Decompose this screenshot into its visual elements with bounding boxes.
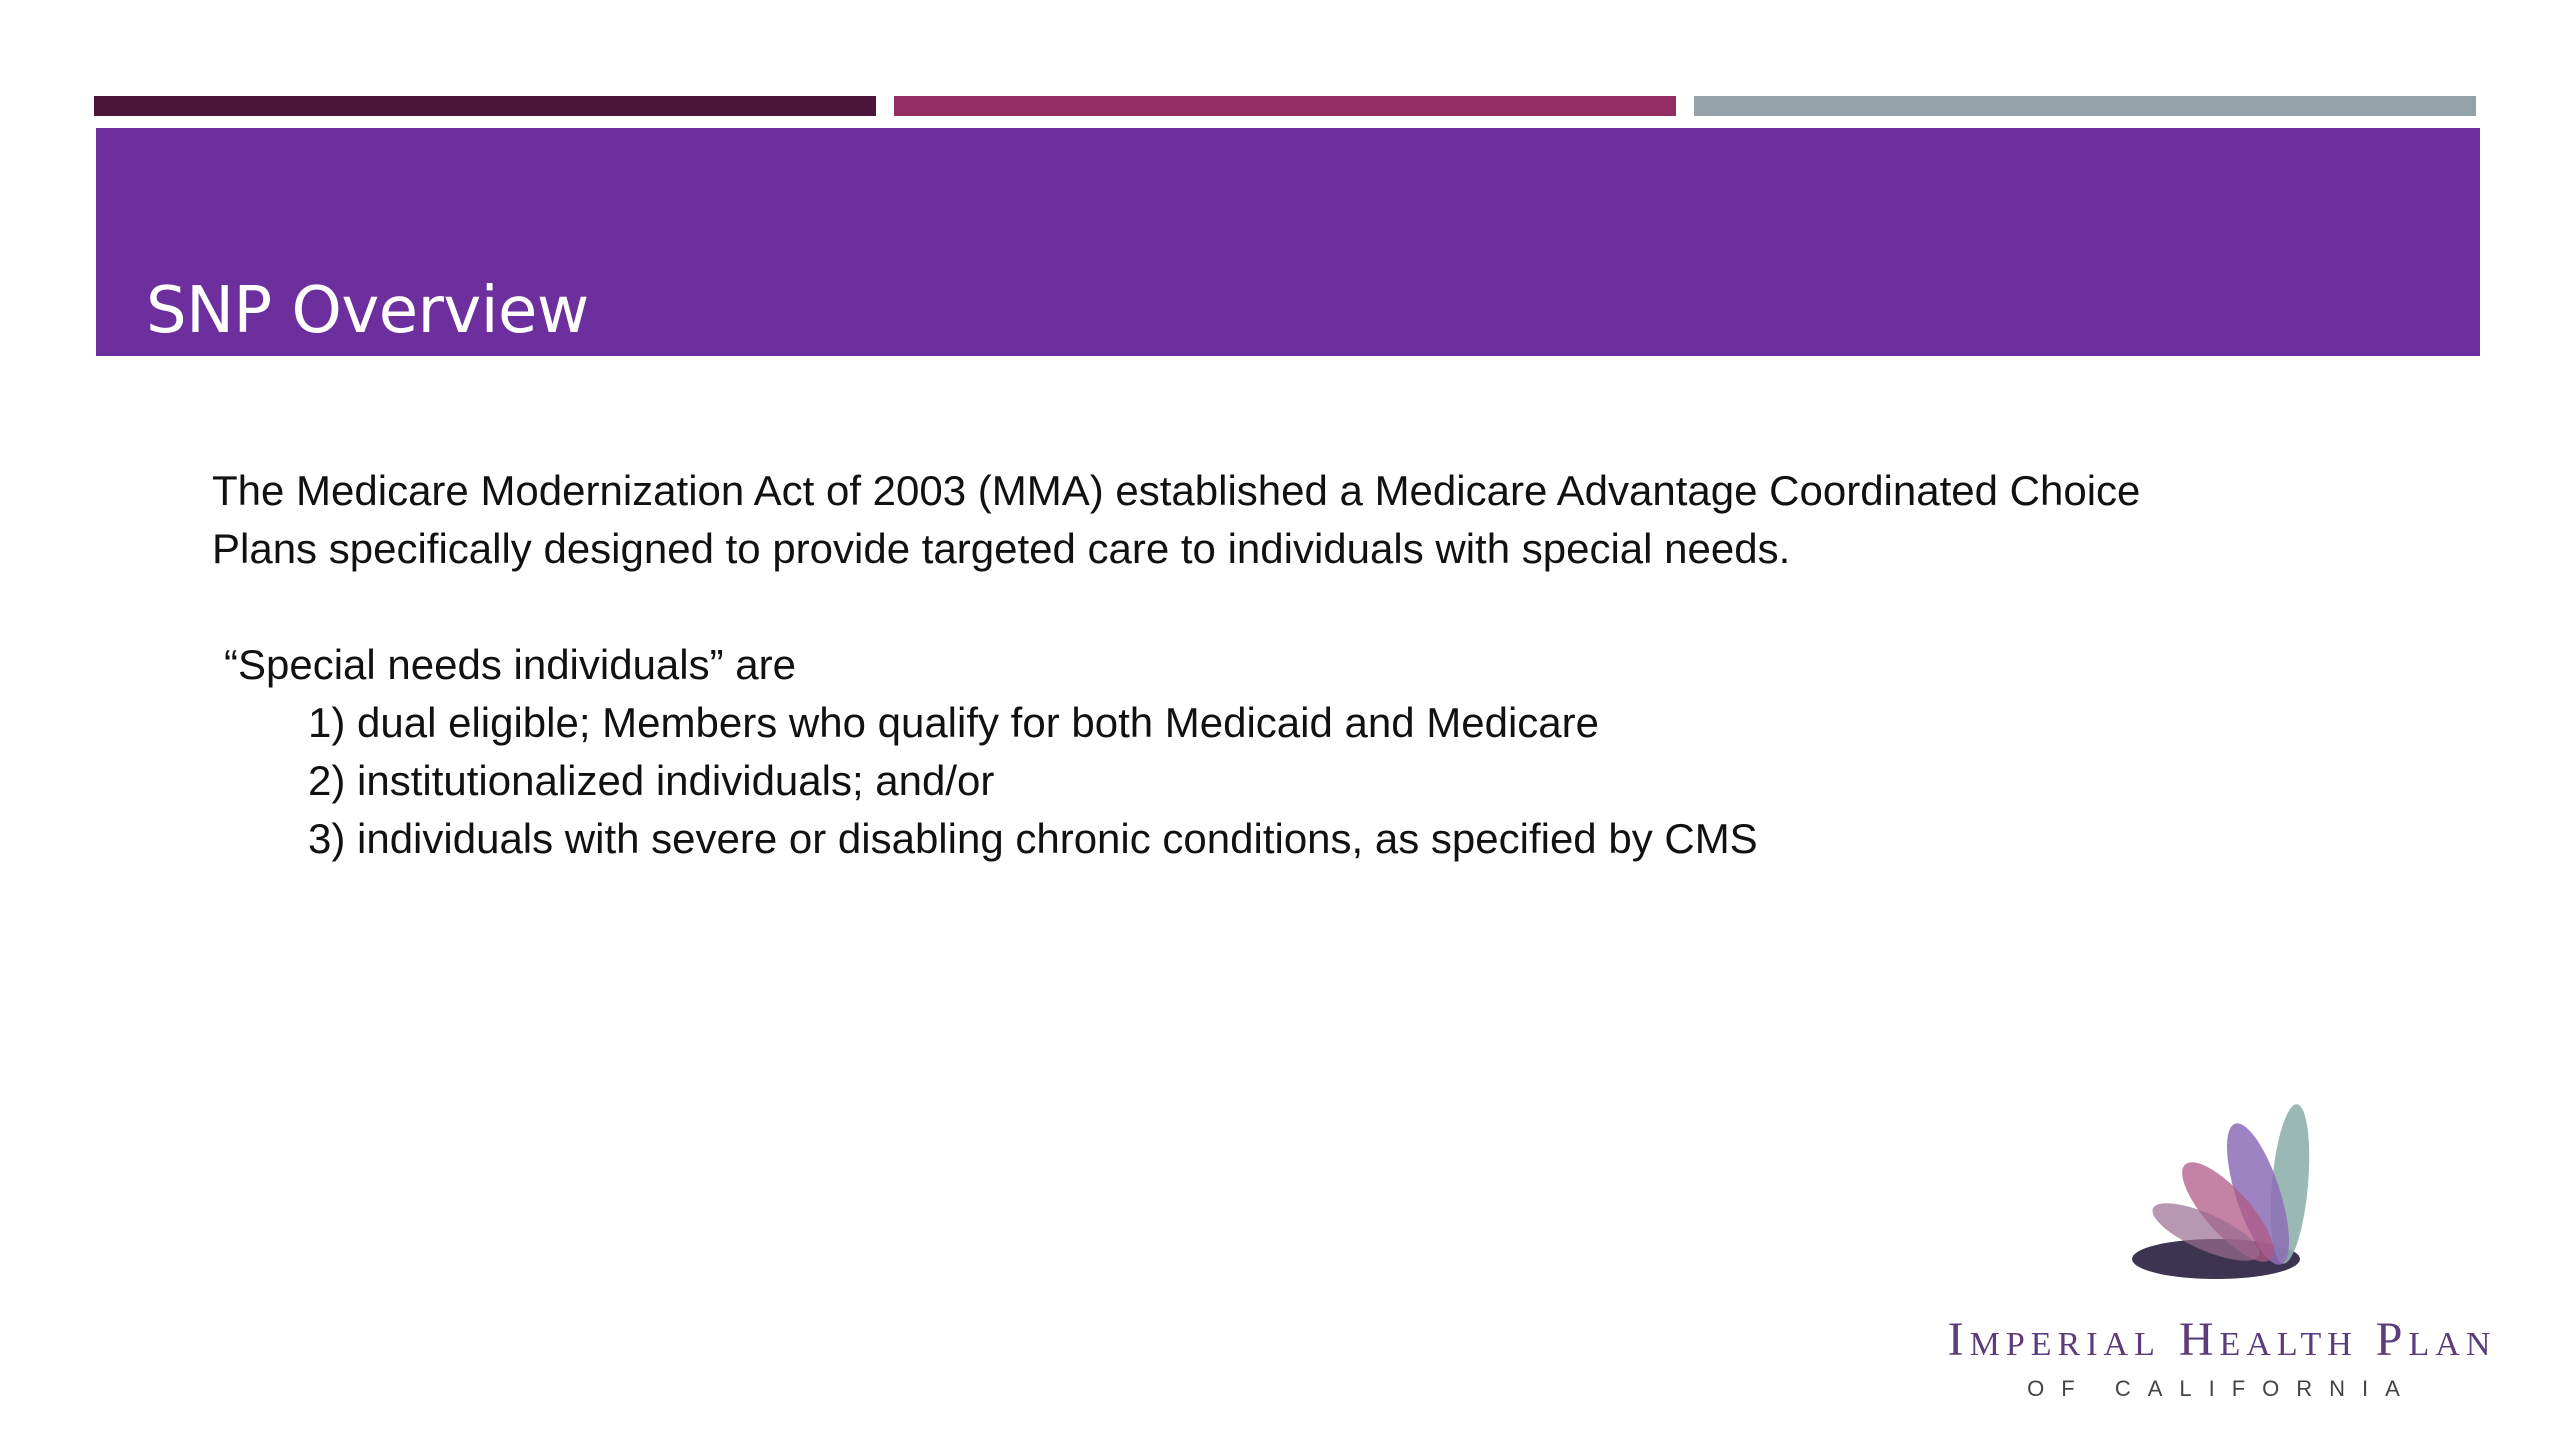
slide-title: SNP Overview — [146, 274, 589, 349]
list-item: 2) institutionalized individuals; and/or — [308, 757, 995, 804]
title-band — [96, 128, 2480, 356]
fanned-petals-icon — [2120, 1104, 2320, 1294]
slide-body — [212, 462, 2412, 868]
paragraph-spacer — [212, 578, 2412, 636]
logo-name: Imperial Health Plan — [1947, 1313, 2497, 1366]
accent-bar-magenta — [894, 96, 1676, 116]
special-needs-list — [212, 694, 2412, 868]
intro-line-2: Plans specifically designed to provide targeted care to individuals with special needs. — [212, 525, 1791, 572]
accent-bar-gray — [1694, 96, 2476, 116]
intro-line-1: The Medicare Modernization Act of 2003 (MMA) established a Medicare Advantage Coordinated Choice — [212, 467, 2141, 514]
accent-bar-dark — [94, 96, 876, 116]
intro-paragraph — [212, 462, 2412, 578]
company-logo — [1884, 1104, 2560, 1400]
lead-text: “Special needs individuals” are — [224, 641, 796, 688]
logo-subtitle: OF CALIFORNIA — [2027, 1376, 2417, 1401]
list-item: 3) individuals with severe or disabling chronic conditions, as specified by CMS — [308, 815, 1758, 862]
list-item: 1) dual eligible; Members who qualify for both Medicaid and Medicare — [308, 699, 1600, 746]
